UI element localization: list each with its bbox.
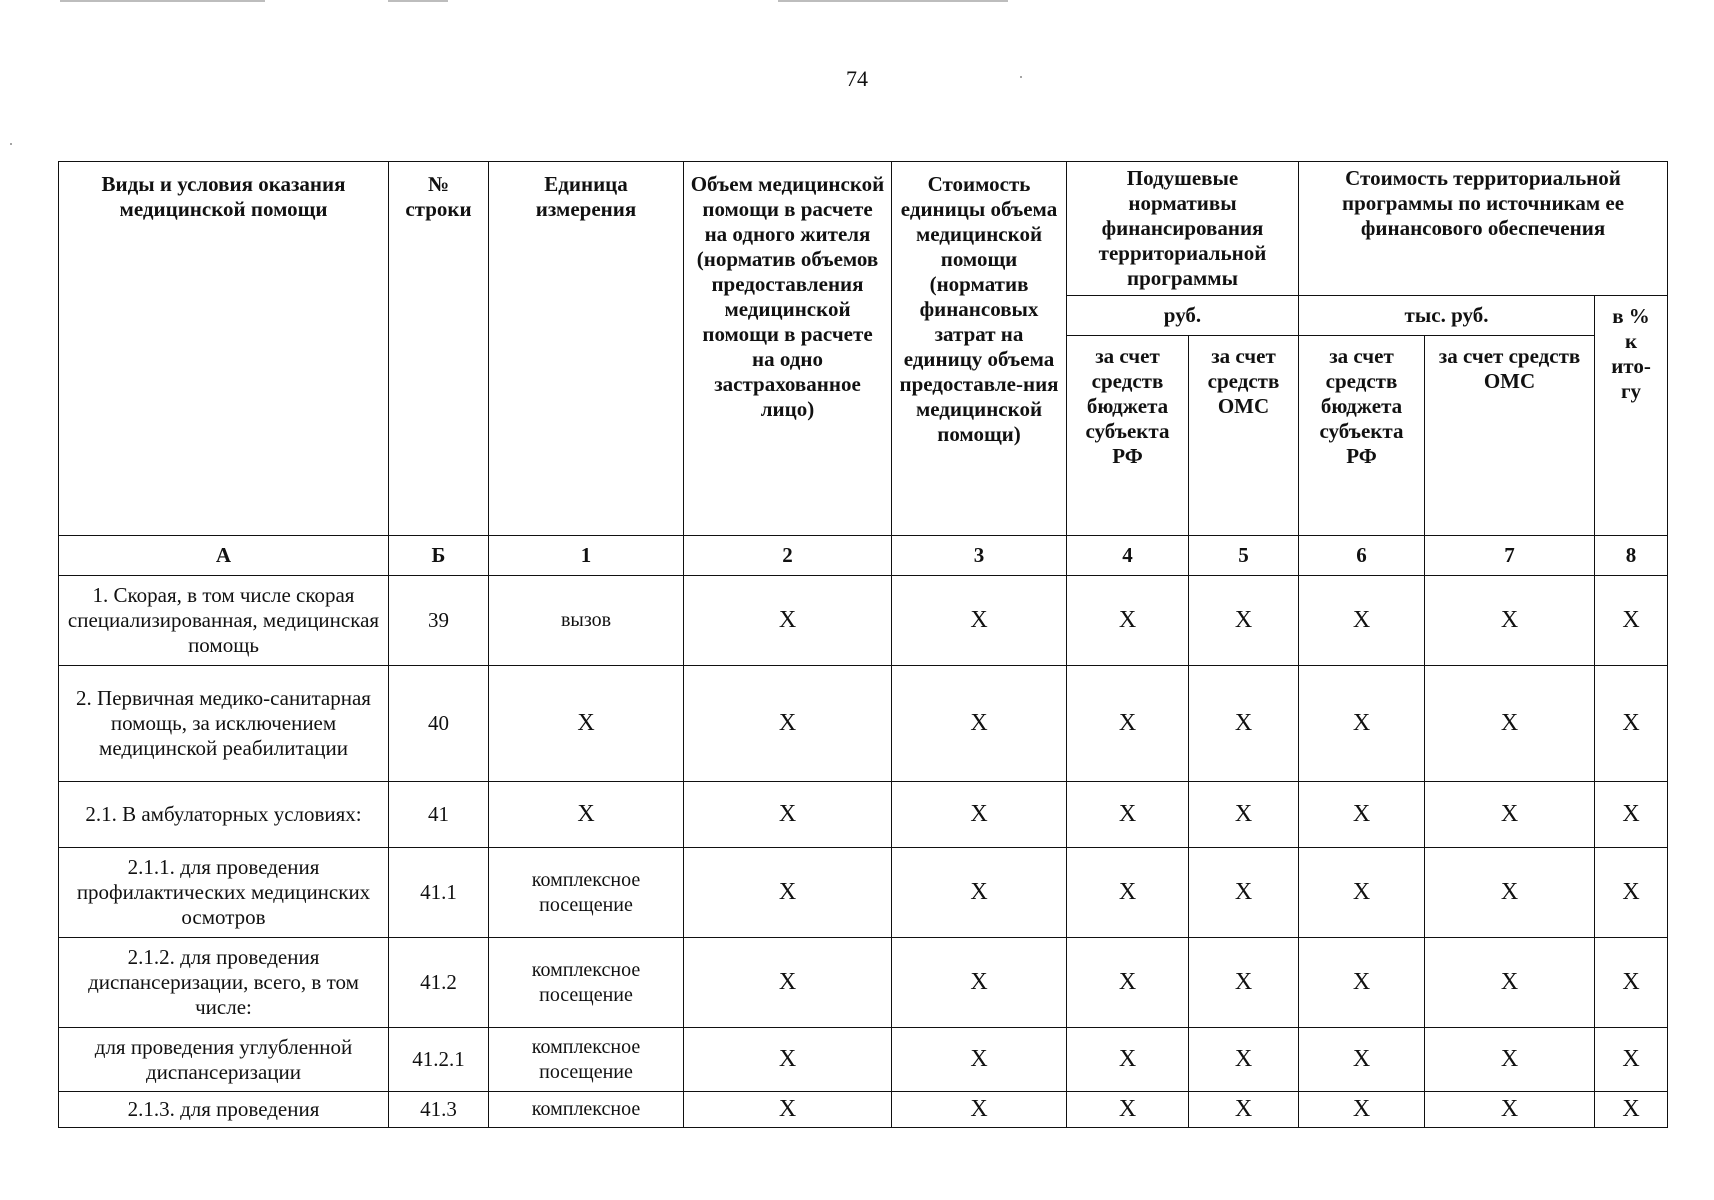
header-percapita-group: Подушевые нормативы финансирования территориальной программы [1067,162,1299,296]
row-name: для проведения углубленной диспансеризации [59,1028,389,1092]
table-row [59,848,1668,938]
cell-percent: Х [1595,848,1668,938]
scan-artifact-line [778,0,1008,2]
col-index-b: Б [389,536,489,576]
row-number: 41.2 [389,938,489,1028]
row-number: 41 [389,782,489,848]
col-index-5: 5 [1189,536,1299,576]
cell-percent: Х [1595,938,1668,1028]
table-row [59,938,1668,1028]
header-row-number: № строки [389,162,489,536]
cell-budget-rub: Х [1067,1028,1189,1092]
header-thous-rub: тыс. руб. [1299,296,1595,336]
cell-unit-cost: Х [892,782,1067,848]
row-unit: Х [489,782,684,848]
col-index-8: 8 [1595,536,1668,576]
cell-budget-thous: Х [1299,938,1425,1028]
cell-unit-cost: Х [892,938,1067,1028]
header-cost-group: Стоимость территориальной программы по источникам ее финансового обеспечения [1299,162,1668,296]
row-number: 40 [389,666,489,782]
cell-unit-cost: Х [892,1028,1067,1092]
header-unit-cost: Стоимость единицы объема медицинской помощи (норматив финансовых затрат на единицу объема предоставле-ния медицинской помощи) [892,162,1067,536]
row-unit: комплексное посещение [489,938,684,1028]
cell-volume: Х [684,576,892,666]
col-index-3: 3 [892,536,1067,576]
header-budget-thous: за счет средств бюджета субъекта РФ [1299,336,1425,536]
table-row [59,782,1668,848]
financing-table [58,161,1668,1128]
column-index-row [59,536,1668,576]
cell-volume: Х [684,782,892,848]
cell-budget-rub: Х [1067,576,1189,666]
cell-budget-rub: Х [1067,848,1189,938]
header-budget-rub: за счет средств бюджета субъекта РФ [1067,336,1189,536]
col-index-a: А [59,536,389,576]
header-percent: в % к ито-гу [1595,296,1668,536]
row-number: 41.1 [389,848,489,938]
row-number: 41.2.1 [389,1028,489,1092]
header-volume: Объем медицинской помощи в расчете на одного жителя (норматив объемов предоставления медицинской помощи в расчете на одно застрахованное лицо) [684,162,892,536]
row-name: 1. Скорая, в том числе скорая специализированная, медицинская помощь [59,576,389,666]
cell-unit-cost: Х [892,576,1067,666]
row-unit: вызов [489,576,684,666]
cell-budget-thous: Х [1299,1028,1425,1092]
cell-unit-cost: Х [892,848,1067,938]
cell-volume: Х [684,666,892,782]
cell-oms-rub: Х [1189,938,1299,1028]
scan-artifact-line [60,0,265,2]
cell-budget-thous: Х [1299,576,1425,666]
row-name: 2.1.3. для проведения [59,1092,389,1128]
cell-volume: Х [684,938,892,1028]
row-name: 2. Первичная медико-санитарная помощь, за исключением медицинской реабилитации [59,666,389,782]
table-row [59,1028,1668,1092]
cell-unit-cost: Х [892,666,1067,782]
col-index-6: 6 [1299,536,1425,576]
cell-budget-rub: Х [1067,666,1189,782]
cell-oms-rub: Х [1189,848,1299,938]
cell-budget-rub: Х [1067,782,1189,848]
cell-budget-thous: Х [1299,666,1425,782]
col-index-1: 1 [489,536,684,576]
cell-volume: Х [684,1028,892,1092]
table-row [59,576,1668,666]
cell-oms-thous: Х [1425,1092,1595,1128]
cell-oms-rub: Х [1189,666,1299,782]
cell-oms-thous: Х [1425,848,1595,938]
row-unit: Х [489,666,684,782]
cell-oms-rub: Х [1189,1092,1299,1128]
cell-oms-thous: Х [1425,1028,1595,1092]
col-index-7: 7 [1425,536,1595,576]
cell-oms-rub: Х [1189,576,1299,666]
row-unit: комплексное посещение [489,1028,684,1092]
header-kind: Виды и условия оказания медицинской помощи [59,162,389,536]
cell-percent: Х [1595,576,1668,666]
cell-budget-thous: Х [1299,848,1425,938]
row-name: 2.1.1. для проведения профилактических медицинских осмотров [59,848,389,938]
cell-percent: Х [1595,1028,1668,1092]
cell-budget-thous: Х [1299,1092,1425,1128]
cell-oms-rub: Х [1189,782,1299,848]
cell-oms-thous: Х [1425,782,1595,848]
row-unit: комплексное [489,1092,684,1128]
cell-percent: Х [1595,1092,1668,1128]
cell-budget-rub: Х [1067,938,1189,1028]
cell-volume: Х [684,848,892,938]
cell-oms-thous: Х [1425,938,1595,1028]
cell-percent: Х [1595,666,1668,782]
table-row [59,1092,1668,1128]
header-oms-rub: за счет средств ОМС [1189,336,1299,536]
cell-oms-thous: Х [1425,666,1595,782]
page-number: 74 [846,66,868,91]
header-oms-thous: за счет средств ОМС [1425,336,1595,536]
cell-budget-thous: Х [1299,782,1425,848]
table-row [59,666,1668,782]
row-number: 41.3 [389,1092,489,1128]
col-index-2: 2 [684,536,892,576]
scan-artifact-line [388,0,448,2]
row-name: 2.1. В амбулаторных условиях: [59,782,389,848]
row-unit: комплексное посещение [489,848,684,938]
cell-percent: Х [1595,782,1668,848]
row-number: 39 [389,576,489,666]
header-unit: Единица измерения [489,162,684,536]
cell-volume: Х [684,1092,892,1128]
cell-oms-rub: Х [1189,1028,1299,1092]
cell-oms-thous: Х [1425,576,1595,666]
row-name: 2.1.2. для проведения диспансеризации, всего, в том числе: [59,938,389,1028]
cell-budget-rub: Х [1067,1092,1189,1128]
cell-unit-cost: Х [892,1092,1067,1128]
header-rub: руб. [1067,296,1299,336]
col-index-4: 4 [1067,536,1189,576]
scan-speck [10,143,12,145]
